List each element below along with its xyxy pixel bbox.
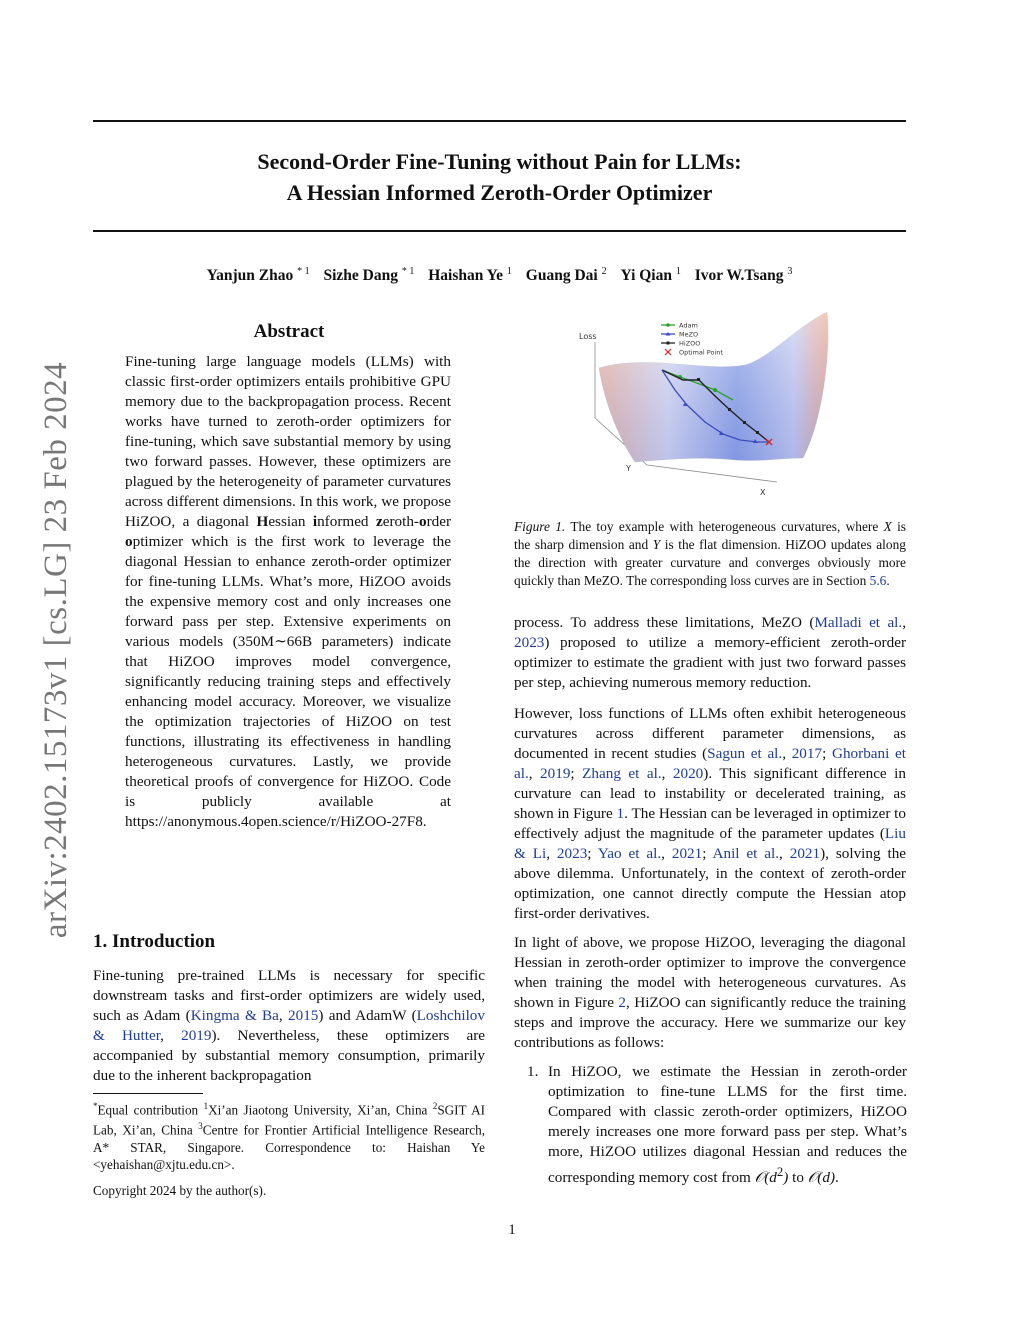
abstract-body: Fine-tuning large language models (LLMs) with classic first-order optimizers entails prohibitive GPU memory due to the backpropagation process. Recent works have turned to zeroth-order optimizers for fine-tuning, which save substantial memory by using two forward passes. However, these optimizers are plagued by the heterogeneity of parameter curvatures across different dimensions. In this work, we propose HiZOO, a diagonal Hessian informed zeroth-order optimizer which is the first work to leverage the diagonal Hessian to enhance zeroth-order optimizer for fine-tuning LLMs. What’s more, HiZOO avoids the expensive memory cost and only increases one forward pass per step. Extensive experiments on various models (350M∼66B parameters) indicate that HiZOO improves model convergence, significantly reducing training steps and effectively enhancing model accuracy. Moreover, we visualize the optimization trajectories of HiZOO on test functions, illustrating its effectiveness in handling heterogeneous curvatures. Lastly, we provide theoretical proofs of convergence for HiZOO. Code is publicly available at https://anonymous.4open.science/r/HiZOO-27F8.: [125, 353, 452, 830]
figure-legend: [661, 322, 723, 357]
author: Haishan Ye $^1$: [428, 266, 512, 285]
figure-link[interactable]: 2: [618, 994, 626, 1011]
citation-link[interactable]: Malladi et al.: [814, 614, 903, 631]
title-line-1: Second-Order Fine-Tuning without Pain for LLMs:: [257, 149, 742, 174]
right-paragraph-1: process. To address these limitations, MeZO (Malladi et al., 2023) proposed to utilize a memory-efficient zeroth-order optimizer to estimate the gradient with just two forward passes per step, achieving numerous memory reduction.: [514, 614, 906, 691]
copyright-notice: Copyright 2024 by the author(s).: [93, 1183, 267, 1198]
figure-1-caption: Figure 1. The toy example with heterogeneous curvatures, where X is the sharp dimension and Y is the flat dimension. HiZOO updates along the direction with greater curvature and converges obviously more quickly than MeZO. The corresponding loss curves are in Section 5.6.: [514, 519, 906, 588]
citation-link[interactable]: Liu & Li: [514, 825, 906, 862]
right-paragraph-3: In light of above, we propose HiZOO, leveraging the diagonal Hessian in zeroth-order optimizer to improve the convergence when training the model with heterogeneous curvatures. As shown in Figure 2, HiZOO can significantly reduce the training steps and improve the accuracy. Here we summarize our key contributions as follows:: [514, 934, 906, 1051]
section-heading-introduction: 1. Introduction: [93, 931, 216, 952]
loss-surface-shading: [599, 312, 828, 462]
citation-link[interactable]: 2015: [288, 1007, 319, 1024]
legend-optimal-point: Optimal Point: [679, 348, 723, 357]
x-axis: [647, 465, 777, 482]
citation-link[interactable]: 2023: [556, 845, 588, 862]
citation-link[interactable]: Yao et al.: [597, 845, 662, 862]
list-number: 1.: [527, 1063, 539, 1080]
title-bottom-rule: [93, 230, 906, 232]
citation-link[interactable]: Kingma & Ba: [190, 1007, 279, 1024]
legend-hizoo: HiZOO: [679, 339, 701, 348]
footnote-rule: [93, 1093, 203, 1094]
author: Sizhe Dang $^{* 1}$: [323, 266, 415, 285]
author: Ivor W.Tsang $^3$: [694, 266, 793, 285]
citation-link[interactable]: 2019: [181, 1027, 212, 1044]
citation-link[interactable]: Loshchilov & Hutter: [93, 1007, 485, 1044]
citation-link[interactable]: 2020: [672, 765, 704, 782]
arxiv-stamp: arXiv:2402.15173v1 [cs.LG] 23 Feb 2024: [38, 361, 74, 939]
author: Yi Qian $^1$: [620, 266, 681, 285]
hizoo-marker: [756, 431, 759, 434]
paper-title: [93, 146, 906, 208]
legend-mezo: MeZO: [679, 330, 699, 339]
axis-label-y: Y: [626, 464, 631, 473]
contribution-list-item: [527, 1062, 907, 1188]
hizoo-marker: [697, 378, 700, 381]
section-link[interactable]: 5.6: [869, 573, 887, 588]
abstract-heading: Abstract: [253, 321, 325, 342]
hizoo-marker: [728, 408, 731, 411]
citation-link[interactable]: 2021: [671, 845, 703, 862]
right-paragraph-2: However, loss functions of LLMs often exhibit heterogeneous curvatures across different parameter dimensions, as documented in recent studies (Sagun et al., 2017; Ghorbani et al., 2019; Zhang et al., 2020). This significant difference in curvature can lead to instability or decelerated training, as shown in Figure 1. The Hessian can be leveraged in optimizer to effectively adjust the magnitude of the parameter updates (Liu & Li, 2023; Yao et al., 2021; Anil et al., 2021), solving the above dilemma. Unfortunately, in the context of zeroth-order optimization, one cannot directly compute the Hessian atop first-order derivatives.: [514, 705, 907, 922]
author: Guang Dai $^2$: [525, 266, 607, 285]
citation-link[interactable]: 2017: [791, 745, 823, 762]
page-number: 1: [508, 1222, 516, 1238]
adam-marker: [713, 388, 717, 392]
title-line-2: A Hessian Informed Zeroth-Order Optimizer: [286, 180, 713, 205]
citation-link[interactable]: 2019: [540, 765, 571, 782]
title-top-rule: [93, 120, 906, 122]
citation-link[interactable]: Sagun et al.: [707, 745, 783, 762]
legend-adam: Adam: [679, 321, 698, 330]
citation-link[interactable]: Zhang et al.: [582, 765, 662, 782]
footnote: *Equal contribution $^1$Xi’an Jiaotong University, Xi’an, China $^2$SGIT AI Lab, Xi’an, China $^3$Centre for Frontier Artificial Intelligence Research, A* STAR, Singapore. Correspondence to: Haishan Ye <yehaishan@xjtu.edu.cn>.: [93, 1101, 486, 1172]
author-list: [93, 266, 906, 285]
figure-1-surface-plot: [565, 310, 865, 510]
citation-link[interactable]: 2021: [789, 845, 821, 862]
hizoo-marker: [743, 421, 746, 424]
figure-link[interactable]: 1: [616, 805, 625, 822]
axis-label-x: X: [760, 488, 766, 497]
citation-link[interactable]: Ghorbani et al.: [514, 745, 906, 782]
intro-paragraph: Fine-tuning pre-trained LLMs is necessary for specific downstream tasks and first-order optimizers are widely used, such as Adam (Kingma & Ba, 2015) and AdamW (Loshchilov & Hutter, 2019). Nevertheless, these optimizers are accompanied by substantial memory consumption, primarily due to the inherent backpropagation: [93, 967, 485, 1084]
citation-link[interactable]: 2023: [514, 634, 545, 651]
axis-label-loss: Loss: [579, 332, 597, 341]
citation-link[interactable]: Anil et al.: [712, 845, 780, 862]
author: Yanjun Zhao $^{* 1}$: [206, 266, 310, 285]
list-item-text: In HiZOO, we estimate the Hessian in zeroth-order optimization to fine-tune LLMS for the first time. Compared with classic zeroth-order optimizers, HiZOO merely increases one more forward pass per step. What’s more, HiZOO utilizes diagonal Hessian and reduces the corresponding memory cost from $𝒪(d^2)$ to 𝒪(d).: [548, 1063, 907, 1187]
